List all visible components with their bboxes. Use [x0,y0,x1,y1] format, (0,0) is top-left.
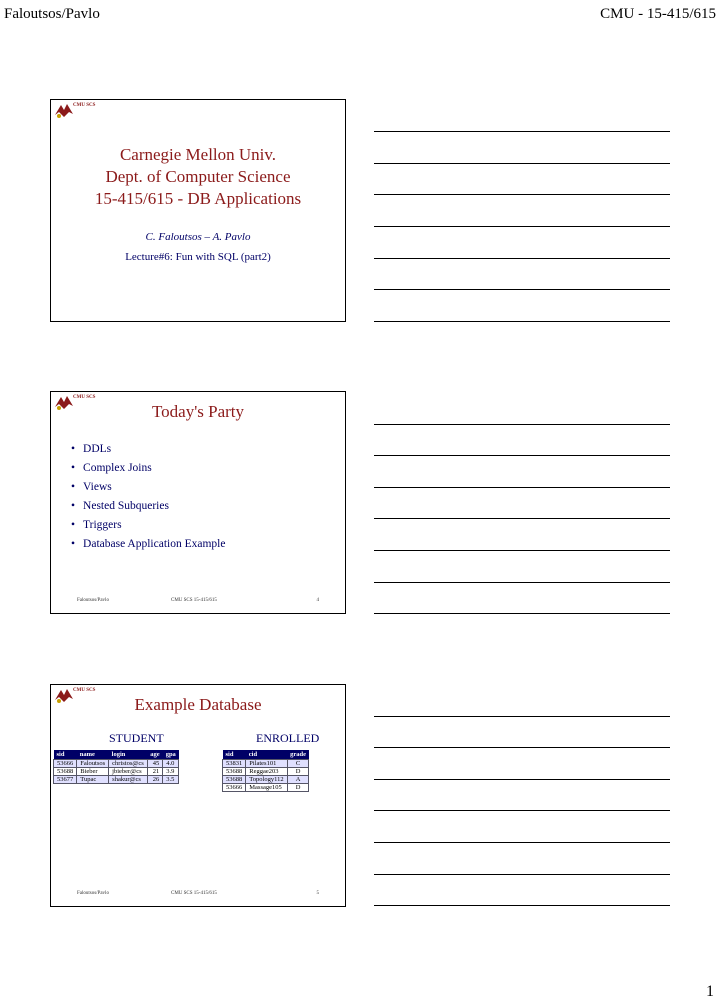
slide-heading: Today's Party [151,402,245,421]
table-cell: A [287,776,309,784]
table-cell: Pilates101 [246,760,287,768]
lecture-title: Lecture#6: Fun with SQL (part2) [125,251,271,263]
column-header: name [77,750,109,760]
enrolled-table-label: ENROLLED [256,731,320,745]
page-number: 1 [706,983,714,1000]
table-cell: 45 [147,760,162,768]
note-line [374,518,670,519]
authors: C. Faloutsos – A. Pavlo [145,231,251,243]
bullet-item: • Complex Joins [71,459,225,478]
table-cell: Bieber [77,768,109,776]
student-table-label: STUDENT [109,731,164,745]
table-cell: Faloutsos [77,760,109,768]
slide-footer-center: CMU SCS 15-415/615 [171,598,217,603]
table-cell: 4.0 [163,760,179,768]
table-row [54,760,179,768]
note-line [374,550,670,551]
logo-text: CMU SCS [73,688,96,693]
note-line [374,747,670,748]
table-cell: 3.9 [163,768,179,776]
note-line [374,779,670,780]
table-cell: 21 [147,768,162,776]
bullet-item: • Triggers [71,516,225,535]
note-line [374,289,670,290]
bullet-item: • Nested Subqueries [71,497,225,516]
table-cell: D [287,784,309,792]
note-line [374,716,670,717]
column-header: age [147,750,162,760]
logo-text: CMU SCS [73,103,96,108]
page-header-right: CMU - 15-415/615 [600,6,716,22]
slide-number: 4 [316,598,319,603]
table-cell: 3.5 [163,776,179,784]
title-line: 15-415/615 - DB Applications [94,189,302,208]
slide-example-db [50,684,346,907]
table-cell: 26 [147,776,162,784]
column-header: login [109,750,148,760]
column-header: grade [287,750,309,760]
slide-footer-left: Faloutsos/Pavlo [77,598,109,603]
slide-agenda [50,391,346,614]
column-header: sid [223,750,246,760]
slide-number: 5 [316,891,319,896]
note-line [374,258,670,259]
table-cell: 53688 [223,768,246,776]
table-row [223,768,309,776]
slide-footer-left: Faloutsos/Pavlo [77,891,109,896]
note-line [374,810,670,811]
column-header: cid [246,750,287,760]
table-cell: Massage105 [246,784,287,792]
table-cell: 53677 [54,776,77,784]
table-row [223,784,309,792]
bullet-item: • Database Application Example [71,535,225,554]
slide-title [50,99,346,322]
column-header: sid [54,750,77,760]
table-cell: Tupac [77,776,109,784]
student-table [53,750,179,784]
slide-footer-center: CMU SCS 15-415/615 [171,891,217,896]
table-cell: 53831 [223,760,246,768]
bullet-item: • Views [71,478,225,497]
table-row [54,768,179,776]
table-cell: Topology112 [246,776,287,784]
table-cell: 53688 [223,776,246,784]
note-line [374,842,670,843]
table-row [54,776,179,784]
table-cell: 53666 [54,760,77,768]
slide-main-title [51,144,345,210]
table-cell: D [287,768,309,776]
table-cell: C [287,760,309,768]
page-header-left: Faloutsos/Pavlo [4,6,100,22]
title-line: Carnegie Mellon Univ. [119,145,277,164]
table-cell: 53666 [223,784,246,792]
slide-heading: Example Database [134,695,262,714]
table-cell: jbieber@cs [109,768,148,776]
bullet-list [71,440,225,554]
table-cell: shakur@cs [109,776,148,784]
table-cell: Reggae203 [246,768,287,776]
note-line [374,455,670,456]
note-line [374,131,670,132]
note-line [374,226,670,227]
table-cell: christos@cs [109,760,148,768]
note-line [374,163,670,164]
note-line [374,424,670,425]
title-line: Dept. of Computer Science [105,167,291,186]
table-cell: 53688 [54,768,77,776]
table-header-row [54,750,179,760]
table-row [223,760,309,768]
table-header-row [223,750,309,760]
enrolled-table [222,750,309,792]
note-line [374,194,670,195]
note-line [374,874,670,875]
column-header: gpa [163,750,179,760]
note-line [374,905,670,906]
table-row [223,776,309,784]
note-line [374,487,670,488]
note-line [374,582,670,583]
logo-text: CMU SCS [73,395,96,400]
note-line [374,321,670,322]
note-line [374,613,670,614]
cmu-logo-icon [53,101,75,119]
bullet-item: • DDLs [71,440,225,459]
